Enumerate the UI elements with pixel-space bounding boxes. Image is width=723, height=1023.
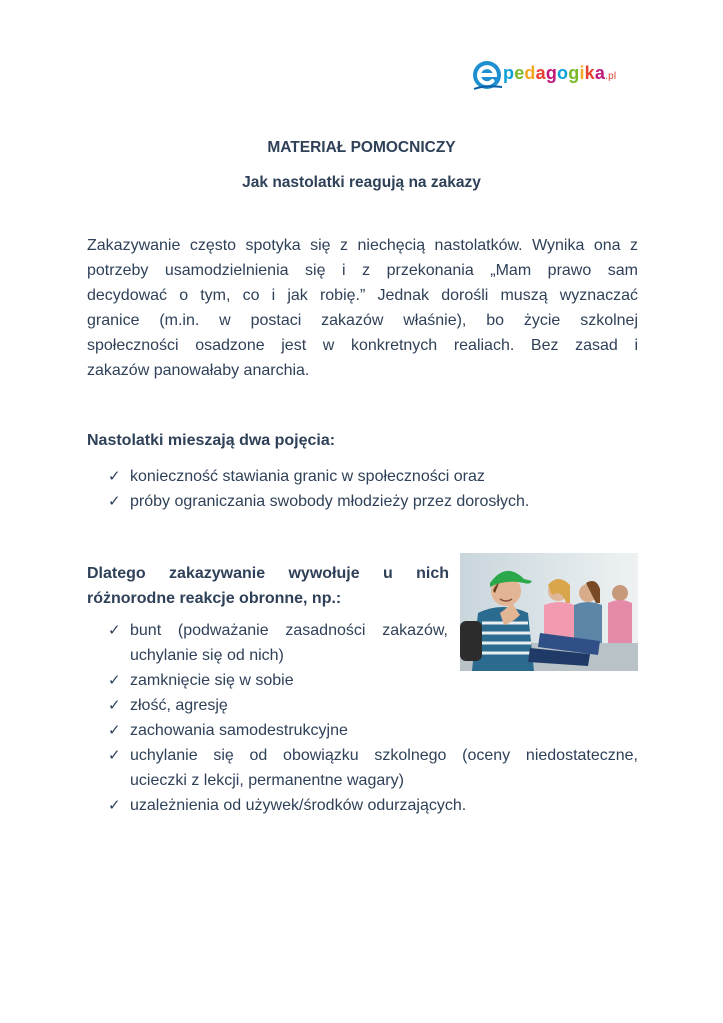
logo-tld: .pl xyxy=(605,71,617,82)
logo-e-mark-icon xyxy=(470,56,506,92)
list-item xyxy=(108,464,638,489)
list-item-text: uzależnienia od używek/środków odurzających. xyxy=(130,797,467,814)
logo-letter: g xyxy=(545,63,558,83)
document-title: MATERIAŁ POMOCNICZY xyxy=(267,139,456,156)
list-item-text: konieczność stawiania granic w społeczności oraz xyxy=(130,468,485,485)
intro-line: Zakazywanie często spotyka się z niechęcią nastolatków. Wynika ona z xyxy=(87,237,638,254)
epedagogika-logo[interactable] xyxy=(470,56,626,92)
intro-line: decydować o tym, co i jak robię.” Jednak dorośli muszą wyznaczać xyxy=(87,287,638,304)
list-item-text: uchylanie się od nich) xyxy=(130,647,284,664)
logo-letter: i xyxy=(579,63,585,83)
checkmark-icon: ✓ xyxy=(108,622,121,639)
section1-list xyxy=(108,464,638,514)
list-item-text: uchylanie się od obowiązku szkolnego (oceny niedostateczne, xyxy=(130,747,638,764)
checkmark-icon: ✓ xyxy=(108,672,121,689)
logo-letter: d xyxy=(524,63,536,83)
checkmark-icon: ✓ xyxy=(108,747,121,764)
checkmark-icon: ✓ xyxy=(108,722,121,739)
intro-line: społeczności osadzone jest w konkretnych realiach. Bez zasad i xyxy=(87,337,638,354)
list-item-text: zachowania samodestrukcyjne xyxy=(130,722,348,739)
logo-letter: a xyxy=(535,63,546,83)
checkmark-icon: ✓ xyxy=(108,493,121,510)
intro-line: potrzeby usamodzielnienia się i z przekonania „Mam prawo sam xyxy=(87,262,638,279)
list-item-text: złość, agresję xyxy=(130,697,228,714)
logo-letter: k xyxy=(584,63,595,83)
list-item xyxy=(108,793,638,818)
list-item-text: próby ograniczania swobody młodzieży przez dorosłych. xyxy=(130,493,530,510)
document-subtitle: Jak nastolatki reagują na zakazy xyxy=(242,174,481,191)
list-item xyxy=(108,693,638,718)
logo-letter: o xyxy=(557,63,569,83)
logo-wordmark xyxy=(503,63,616,84)
logo-letter: g xyxy=(568,63,580,83)
list-item-text: bunt (podważanie zasadności zakazów, xyxy=(130,622,448,639)
checkmark-icon: ✓ xyxy=(108,468,121,485)
checkmark-icon: ✓ xyxy=(108,797,121,814)
list-item xyxy=(108,718,638,743)
section2-heading-line: różnorodne reakcje obronne, np.: xyxy=(87,590,342,607)
section2-heading-line: Dlatego zakazywanie wywołuje u nich xyxy=(87,565,449,582)
intro-paragraph xyxy=(87,233,638,383)
section2-heading xyxy=(87,561,449,611)
logo-letter: p xyxy=(503,63,515,83)
checkmark-icon: ✓ xyxy=(108,697,121,714)
section1-heading: Nastolatki mieszają dwa pojęcia: xyxy=(87,432,336,449)
teenagers-sitting-photo xyxy=(460,553,638,671)
intro-line: zakazów panowałaby anarchia. xyxy=(87,362,310,379)
logo-letter: e xyxy=(514,63,525,83)
intro-line: granice (m.in. w postaci zakazów właśnie), bo życie szkolnej xyxy=(87,312,638,329)
list-item xyxy=(108,489,638,514)
list-item xyxy=(108,668,638,693)
logo-letter: a xyxy=(594,63,606,83)
list-item-text: zamknięcie się w sobie xyxy=(130,672,294,689)
list-item-text: ucieczki z lekcji, permanentne wagary) xyxy=(130,772,404,789)
list-item xyxy=(108,743,638,793)
